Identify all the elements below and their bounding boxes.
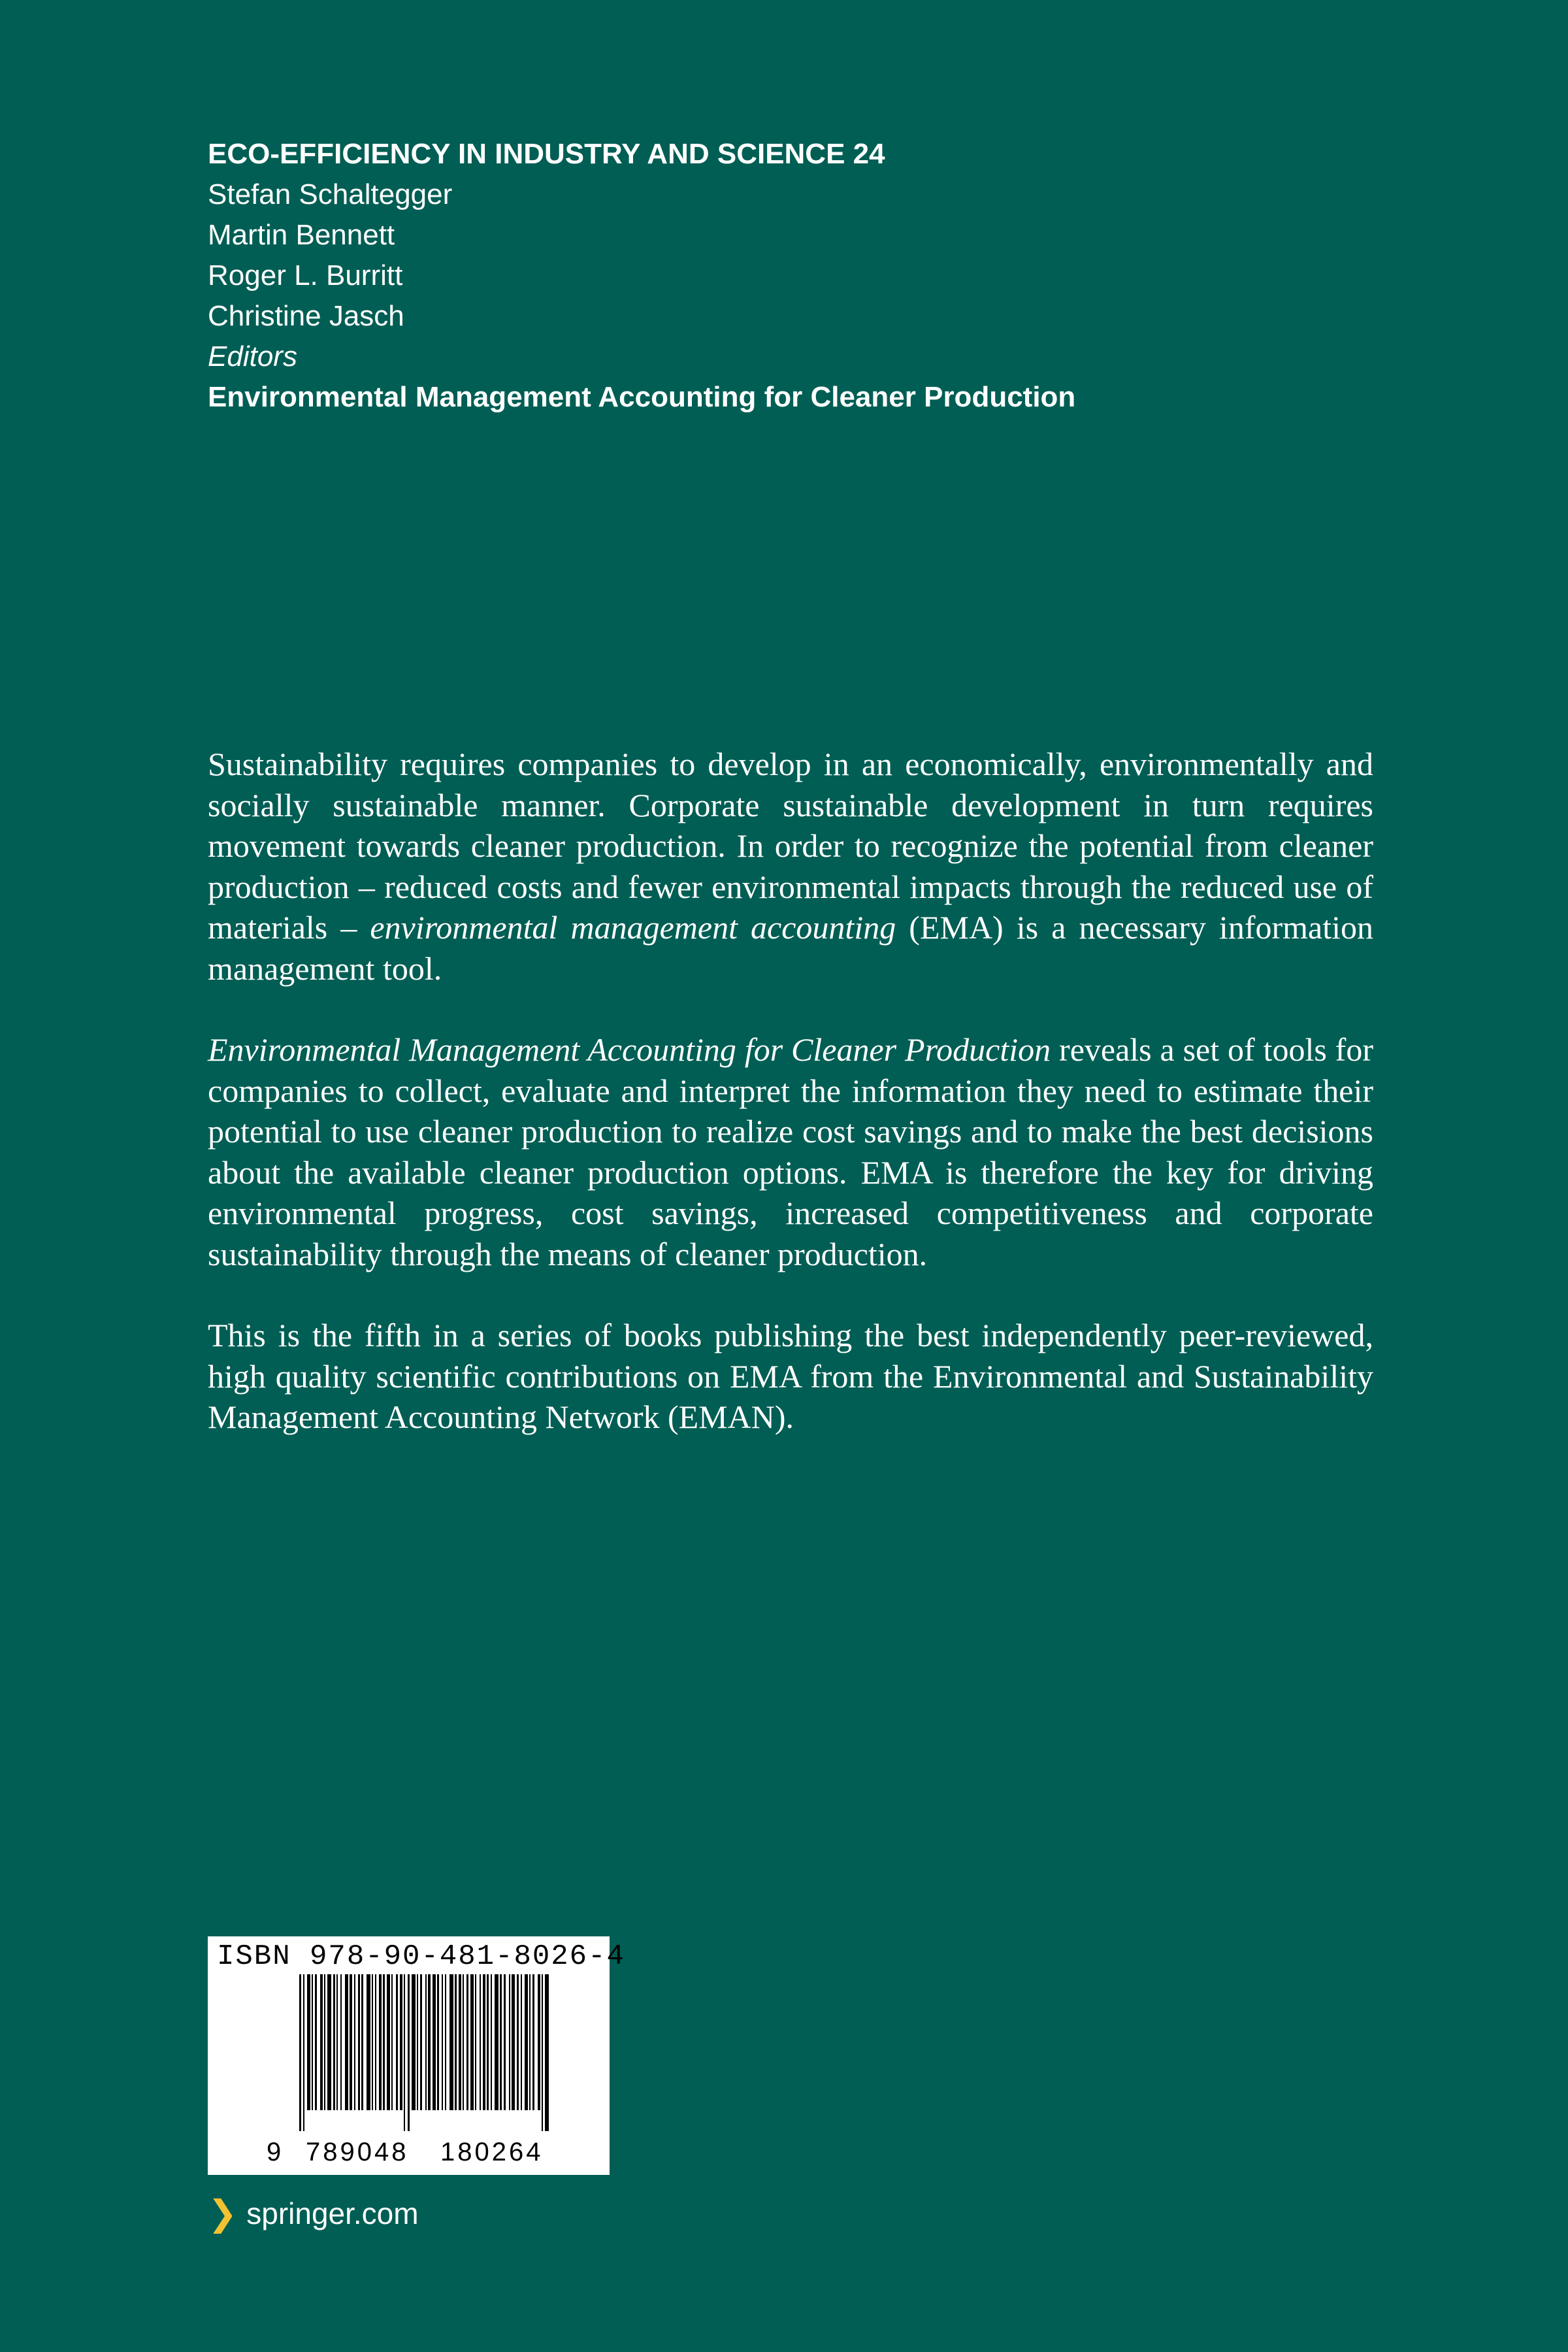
publisher-website: springer.com <box>246 2196 419 2230</box>
book-title: Environmental Management Accounting for Cleaner Production <box>208 381 1076 413</box>
barcode-bar <box>538 1974 540 2110</box>
barcode-bar <box>491 1974 492 2110</box>
barcode-bar <box>545 1974 549 2131</box>
ema-term: environmental management accounting <box>370 909 896 946</box>
barcode-digit-first: 9 <box>267 2138 282 2166</box>
barcode-bar <box>312 1974 313 2110</box>
barcode-bar <box>529 1974 531 2110</box>
barcode-bar <box>512 1974 515 2110</box>
barcode-bar <box>509 1974 510 2110</box>
barcode-bar <box>404 1974 405 2131</box>
barcode-bar <box>372 1974 373 2110</box>
barcode-bar <box>417 1974 418 2110</box>
barcode-bar <box>412 1974 416 2110</box>
series-title: ECO-EFFICIENCY IN INDUSTRY AND SCIENCE 24 <box>208 138 885 170</box>
barcode-bar <box>387 1974 390 2110</box>
barcode-bar <box>361 1974 363 2110</box>
blurb-paragraph-2: Environmental Management Accounting for Cleaner Production reveals a set of tools for companies to collect, evaluate and interpret the information they need to estimate their potential to use cleaner production to realize cost savings and to make the best decisions about the available cleaner production options. EMA is therefore the key for driving environmental progress, cost savings, increased competitiveness and corporate sustainability through the means of cleaner production. <box>208 1031 1373 1272</box>
barcode-bar <box>504 1974 506 2110</box>
barcode-bar <box>324 1974 325 2110</box>
barcode-bar <box>425 1974 427 2110</box>
blurb-paragraph-1: Sustainability requires companies to develop in an economically, environmentally and socially sustainable manner. Corporate sustainable development in turn requires movement towards cleaner production. In order to recognize the potential from cleaner production – reduced costs and fewer environmental impacts through the reduced use of materials – environmental management accounting (EMA) is a necessary information management tool. <box>208 746 1373 987</box>
barcode-bar <box>532 1974 534 2110</box>
barcode-bar <box>437 1974 439 2110</box>
isbn-barcode <box>208 1936 625 2175</box>
barcode-bar <box>400 1974 402 2110</box>
barcode-bar <box>391 1974 393 2110</box>
barcode-bar <box>517 1974 519 2110</box>
barcode-bar <box>375 1974 376 2110</box>
barcode-bar <box>350 1974 352 2110</box>
editor-name: Christine Jasch <box>208 300 404 332</box>
barcode-bar <box>475 1974 476 2110</box>
barcode-bar <box>442 1974 443 2110</box>
barcode-bar <box>367 1974 370 2110</box>
editor-name: Roger L. Burritt <box>208 259 403 291</box>
barcode-bar <box>420 1974 422 2110</box>
barcode-bar <box>327 1974 331 2110</box>
barcode-bar <box>428 1974 431 2110</box>
barcode-bar <box>315 1974 317 2110</box>
barcode-bar <box>299 1974 301 2131</box>
barcode-bar <box>459 1974 461 2110</box>
barcode-bar <box>307 1974 310 2110</box>
barcode-bar <box>345 1974 348 2110</box>
barcode-bar <box>466 1974 468 2110</box>
barcode-bar <box>542 1974 543 2131</box>
barcode-bar <box>449 1974 453 2110</box>
book-title-inline: Environmental Management Accounting for Cleaner Production <box>208 1031 1051 1068</box>
isbn-label: ISBN 978-90-481-8026-4 <box>217 1940 625 1973</box>
cover-header <box>208 134 1384 418</box>
barcode-bar <box>340 1974 342 2110</box>
barcode-bar <box>455 1974 457 2110</box>
barcode-bar <box>445 1974 446 2110</box>
barcode-bar <box>521 1974 522 2110</box>
barcode-bar <box>303 1974 304 2131</box>
barcode-bar <box>470 1974 474 2110</box>
barcode-bar <box>358 1974 360 2110</box>
barcode-bar <box>379 1974 382 2110</box>
blurb <box>208 744 1373 1478</box>
editors-label: Editors <box>208 340 297 373</box>
barcode-bar <box>336 1974 338 2110</box>
chevron-right-icon: ❯ <box>208 2194 238 2233</box>
barcode-bar <box>483 1974 485 2110</box>
barcode-bar <box>495 1974 498 2110</box>
barcode-bar <box>480 1974 481 2110</box>
barcode-digits-left: 789048 <box>306 2138 409 2166</box>
barcode-bar <box>487 1974 489 2110</box>
editor-name: Martin Bennett <box>208 219 395 251</box>
barcode-bar <box>408 1974 410 2131</box>
barcode-bars <box>208 1974 610 2138</box>
barcode-bar <box>433 1974 436 2110</box>
barcode-bar <box>463 1974 464 2110</box>
barcode-bar <box>396 1974 398 2110</box>
editor-name: Stefan Schaltegger <box>208 178 453 210</box>
barcode-digits-right: 180264 <box>440 2138 544 2166</box>
barcode-bar <box>320 1974 323 2110</box>
barcode-bar <box>333 1974 335 2110</box>
publisher-footer <box>208 2193 419 2234</box>
blurb-paragraph-3: This is the fifth in a series of books publishing the best independently peer-reviewed, high quality scientific contributions on EMA from the Environmental and Sustainability Management Accounting Network (EMAN). <box>208 1317 1373 1435</box>
barcode-bar <box>354 1974 355 2110</box>
barcode-bar <box>383 1974 385 2110</box>
barcode-bar <box>500 1974 502 2110</box>
barcode-bar <box>525 1974 528 2110</box>
